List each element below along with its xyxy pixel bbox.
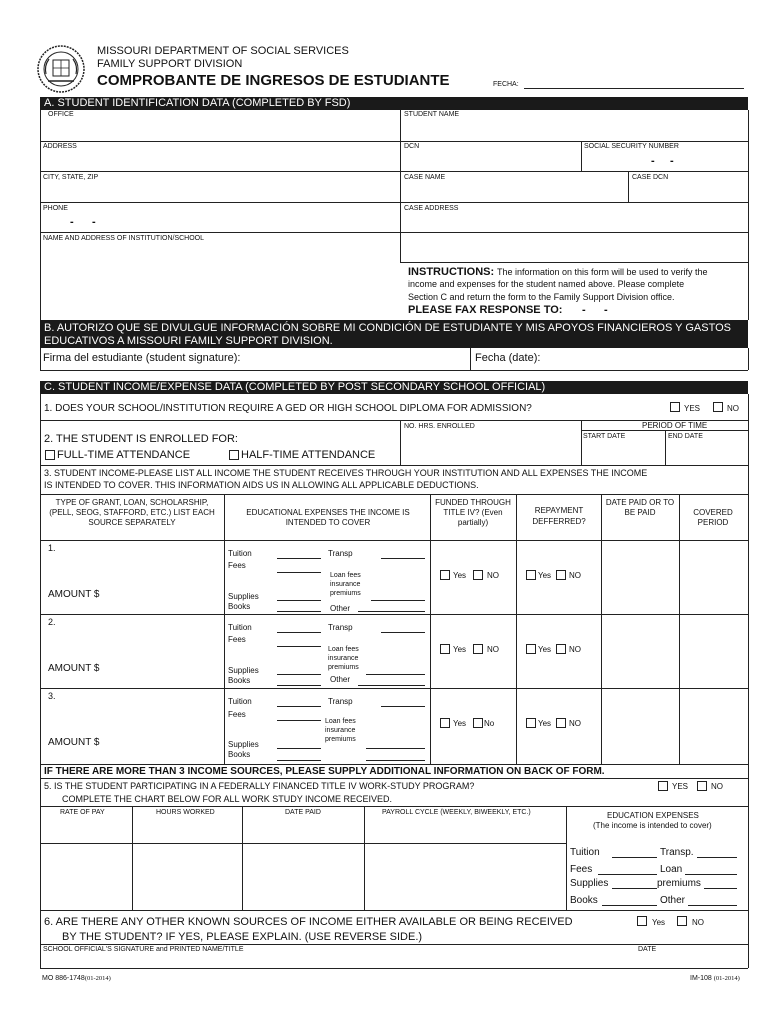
ws-premiums-field[interactable] — [704, 888, 737, 889]
instructions-line-3: Section C and return the form to the Family Support Division office. — [408, 292, 675, 302]
row-1-transp-field[interactable] — [381, 558, 425, 559]
q5-yes-checkbox[interactable] — [658, 781, 668, 791]
q5-line-1: 5. IS THE STUDENT PARTICIPATING IN A FEDERALLY FINANCED TITLE IV WORK-STUDY PROGRAM? — [44, 781, 475, 791]
ws-loan-label: Loan — [660, 864, 683, 875]
row-3-supplies-field[interactable] — [277, 748, 321, 749]
ws-books-field[interactable] — [602, 905, 657, 906]
form-number-right-code: IM-108 — [690, 975, 712, 982]
row-3-transp-field[interactable] — [381, 706, 425, 707]
case-name-label: CASE NAME — [404, 174, 446, 181]
office-label: OFFICE — [48, 111, 74, 118]
ws-books-label: Books — [570, 895, 598, 906]
institution-field[interactable] — [41, 243, 399, 319]
start-date-field[interactable] — [582, 441, 664, 464]
q5-no-label: NO — [711, 782, 723, 791]
row-1-fees-field[interactable] — [277, 572, 321, 573]
row-1-date-paid-field[interactable] — [602, 541, 678, 613]
row-3-fees-field[interactable] — [277, 720, 321, 721]
row-2-covered-field[interactable] — [680, 615, 747, 687]
form-title: COMPROBANTE DE INGRESOS DE ESTUDIANTE — [97, 72, 450, 89]
q6-no-checkbox[interactable] — [677, 916, 687, 926]
row-2-fees-field[interactable] — [277, 646, 321, 647]
row-1-funded-yes: Yes — [453, 571, 467, 580]
row-3-amount: AMOUNT $ — [48, 737, 100, 748]
section-a-heading: A. STUDENT IDENTIFICATION DATA (COMPLETED BY FSD) — [40, 97, 748, 110]
row-2-repay-no: NO — [569, 645, 581, 654]
col-repay-header: REPAYMENT DEFFERRED? — [532, 506, 586, 526]
q1-no-checkbox[interactable] — [713, 402, 723, 412]
case-address-label: CASE ADDRESS — [404, 205, 459, 212]
full-time-label: FULL-TIME ATTENDANCE — [57, 449, 191, 461]
row-2-repay-yes: Yes — [538, 645, 552, 654]
fax-field[interactable]: - - — [582, 304, 608, 316]
phone-label: PHONE — [43, 205, 68, 212]
row-3-date-paid-field[interactable] — [602, 689, 678, 763]
row-2-tuition-field[interactable] — [277, 632, 321, 633]
section-b-line-2: EDUCATIVOS A MISSOURI FAMILY SUPPORT DIVISION. — [44, 335, 333, 347]
row-2-source-field[interactable] — [48, 630, 218, 656]
row-3-tuition: Tuition — [228, 697, 252, 706]
ws-tuition-field[interactable] — [612, 857, 657, 858]
col-expenses-header: EDUCATIONAL EXPENSES THE INCOME IS INTENDED TO COVER — [246, 508, 410, 527]
end-date-label: END DATE — [668, 433, 703, 440]
state-seal-icon — [36, 44, 86, 94]
form-number-right — [690, 975, 740, 983]
row-2-books-field[interactable] — [277, 685, 321, 686]
row-2-funded-yes: Yes — [453, 645, 467, 654]
q1-text: 1. DOES YOUR SCHOOL/INSTITUTION REQUIRE A GED OR HIGH SCHOOL DIPLOMA FOR ADMISSION? — [44, 403, 532, 414]
row-2-books: Books — [228, 676, 251, 685]
col-date-paid-header: DATE PAID OR TO BE PAID — [605, 498, 675, 517]
city-field[interactable] — [41, 182, 399, 201]
dcn-label: DCN — [404, 143, 420, 150]
q1-no-label: NO — [727, 404, 739, 413]
row-1-covered-field[interactable] — [680, 541, 747, 613]
row-2-funded-no-checkbox[interactable] — [473, 644, 483, 654]
row-3-funded-yes-checkbox[interactable] — [440, 718, 450, 728]
row-1-loan-field[interactable] — [371, 600, 425, 601]
row-1-amount: AMOUNT $ — [48, 589, 100, 600]
row-3-repay-no: NO — [569, 719, 581, 728]
row-2-supplies-field[interactable] — [277, 674, 321, 675]
row-3-extra-field[interactable] — [366, 760, 425, 761]
dcn-field[interactable] — [401, 151, 580, 170]
fecha-field[interactable] — [524, 88, 744, 89]
signature-date-label: Fecha (date): — [475, 352, 541, 364]
end-date-field[interactable] — [666, 441, 747, 464]
row-2-amount: AMOUNT $ — [48, 663, 100, 674]
instructions-label: INSTRUCTIONS: — [408, 266, 495, 278]
col-covered-header: COVERED PERIOD — [693, 508, 733, 527]
ws-supplies-field[interactable] — [612, 888, 657, 889]
form-number-left-code: MO 886-1748 — [42, 975, 85, 982]
row-2-num: 2. — [48, 617, 56, 627]
q1-yes-label: YES — [684, 404, 701, 413]
row-3-num: 3. — [48, 691, 56, 701]
ws-cycle-header: PAYROLL CYCLE (WEEKLY, BIWEEKLY, ETC.) — [382, 809, 531, 816]
ws-transp-label: Transp. — [660, 847, 694, 858]
ws-other-field[interactable] — [688, 905, 737, 906]
row-2-repay-no-checkbox[interactable] — [556, 644, 566, 654]
full-time-checkbox[interactable] — [45, 450, 55, 460]
phone-field[interactable]: - - — [70, 216, 96, 228]
period-label: PERIOD OF TIME — [642, 421, 708, 430]
row-2-prem: premiums — [328, 664, 359, 671]
row-2-other-field[interactable] — [358, 685, 425, 686]
office-field[interactable] — [41, 119, 399, 140]
form-number-right-rev: (01-2014) — [713, 975, 740, 982]
ws-edu-header-2: (The income is intended to cover) — [593, 821, 712, 830]
row-3-covered-field[interactable] — [680, 689, 747, 763]
fax-label: PLEASE FAX RESPONSE TO: — [408, 304, 563, 316]
row-2-funded-no: NO — [487, 645, 499, 654]
student-name-label: STUDENT NAME — [404, 111, 460, 118]
signature-date-field[interactable] — [545, 349, 747, 369]
start-date-label: START DATE — [583, 433, 626, 440]
row-3-ins: insurance — [325, 727, 356, 734]
q1-yes-checkbox[interactable] — [670, 402, 680, 412]
section-b-line-1: B. AUTORIZO QUE SE DIVULGUE INFORMACIÓN SOBRE MI CONDICIÓN DE ESTUDIANTE Y MIS APOYOS FINANCIEROS Y GASTOS — [44, 322, 732, 334]
row-3-funded-no-checkbox[interactable] — [473, 718, 483, 728]
row-1-loan: Loan fees — [330, 572, 361, 579]
row-1-other-field[interactable] — [358, 611, 425, 612]
row-2-date-paid-field[interactable] — [602, 615, 678, 687]
hours-enrolled-field[interactable] — [401, 432, 580, 464]
row-2-funded-yes-checkbox[interactable] — [440, 644, 450, 654]
ws-rate-field[interactable] — [41, 844, 131, 909]
signature-field[interactable] — [250, 349, 468, 369]
row-3-source-field[interactable] — [48, 704, 218, 730]
row-3-repay-yes: Yes — [538, 719, 552, 728]
row-2-transp: Transp — [328, 623, 353, 632]
ws-date-field[interactable] — [243, 844, 363, 909]
case-dcn-label: CASE DCN — [632, 174, 669, 181]
city-label: CITY, STATE, ZIP — [43, 174, 99, 181]
official-signature-field[interactable] — [41, 954, 621, 967]
row-1-supplies-field[interactable] — [277, 600, 321, 601]
instructions-text — [408, 267, 708, 278]
section-c-heading: C. STUDENT INCOME/EXPENSE DATA (COMPLETED BY POST SECONDARY SCHOOL OFFICIAL) — [40, 381, 748, 394]
row-3-loan: Loan fees — [325, 718, 356, 725]
ssn-field[interactable]: - - — [651, 155, 674, 167]
q5-line-2: COMPLETE THE CHART BELOW FOR ALL WORK STUDY INCOME RECEIVED. — [62, 794, 393, 804]
row-3-tuition-field[interactable] — [277, 706, 321, 707]
row-3-books-field[interactable] — [277, 760, 321, 761]
row-3-fees: Fees — [228, 710, 246, 719]
fecha-label: FECHA: — [493, 81, 519, 88]
ws-fees-field[interactable] — [598, 874, 657, 875]
official-date-field[interactable] — [636, 954, 747, 967]
q6-line-1: 6. ARE THERE ANY OTHER KNOWN SOURCES OF INCOME EITHER AVAILABLE OR BEING RECEIVED — [44, 916, 573, 928]
row-1-repay-no-checkbox[interactable] — [556, 570, 566, 580]
case-name-field[interactable] — [401, 182, 627, 201]
row-1-books-field[interactable] — [277, 611, 321, 612]
case-dcn-field[interactable] — [629, 182, 747, 201]
row-3-funded-yes: Yes — [453, 719, 467, 728]
ws-rate-header: RATE OF PAY — [60, 809, 105, 816]
half-time-checkbox[interactable] — [229, 450, 239, 460]
row-1-funded-yes-checkbox[interactable] — [440, 570, 450, 580]
q3-line-1: 3. STUDENT INCOME-PLEASE LIST ALL INCOME THE STUDENT RECEIVES THROUGH YOUR INSTITUTION AND ALL EXPENSES THE INCOME — [44, 468, 648, 478]
row-3-transp: Transp — [328, 697, 353, 706]
more-sources-note: IF THERE ARE MORE THAN 3 INCOME SOURCES, PLEASE SUPPLY ADDITIONAL INFORMATION ON BACK OF FORM. — [44, 766, 605, 777]
row-3-books: Books — [228, 750, 251, 759]
ws-date-header: DATE PAID — [285, 809, 321, 816]
ssn-label: SOCIAL SECURITY NUMBER — [584, 143, 679, 150]
dept-name: MISSOURI DEPARTMENT OF SOCIAL SERVICES — [97, 45, 349, 57]
q6-line-2: BY THE STUDENT? IF YES, PLEASE EXPLAIN. (USE REVERSE SIDE.) — [62, 931, 423, 943]
ws-other-label: Other — [660, 895, 686, 906]
row-3-prem: premiums — [325, 736, 356, 743]
row-1-supplies: Supplies — [228, 592, 259, 601]
ws-supplies-label: Supplies — [570, 878, 609, 889]
row-2-amount-field[interactable] — [100, 660, 220, 676]
student-name-field[interactable] — [401, 119, 747, 140]
col-type-header: TYPE OF GRANT, LOAN, SCHOLARSHIP, (PELL, SEOG, STAFFORD, ETC.) LIST EACH SOURCE SEPARATELY — [49, 498, 215, 527]
ws-transp-field[interactable] — [697, 857, 737, 858]
row-1-transp: Transp — [328, 549, 353, 558]
q6-yes-label: Yes — [652, 918, 666, 927]
ws-hours-header: HOURS WORKED — [156, 809, 215, 816]
official-signature-label: SCHOOL OFFICIAL'S SIGNATURE and PRINTED NAME/TITLE — [43, 946, 244, 953]
row-1-books: Books — [228, 602, 251, 611]
row-3-funded-no: No — [484, 719, 495, 728]
row-1-funded-no-checkbox[interactable] — [473, 570, 483, 580]
row-1-fees: Fees — [228, 561, 246, 570]
row-3-supplies: Supplies — [228, 740, 259, 749]
row-2-other: Other — [330, 675, 351, 684]
form-number-left-rev: (01-2014) — [84, 975, 111, 982]
ws-fees-label: Fees — [570, 864, 593, 875]
case-address-field[interactable] — [401, 213, 747, 231]
ws-cycle-field[interactable] — [365, 844, 565, 909]
instructions-line-2: income and expenses for the student named above. Please complete — [408, 279, 685, 289]
row-3-amount-field[interactable] — [100, 734, 220, 750]
row-3-loan-field[interactable] — [366, 748, 425, 749]
row-2-loan: Loan fees — [328, 646, 359, 653]
row-2-transp-field[interactable] — [381, 632, 425, 633]
row-1-prem: premiums — [330, 590, 361, 597]
row-3-repay-no-checkbox[interactable] — [556, 718, 566, 728]
row-2-repay-yes-checkbox[interactable] — [526, 644, 536, 654]
address-label: ADDRESS — [43, 143, 77, 150]
instructions-line-1: The information on this form will be used to verify the — [496, 267, 708, 277]
ws-premiums-label: premiums — [657, 878, 701, 889]
official-date-label: DATE — [638, 946, 657, 953]
row-1-source-field[interactable] — [48, 556, 218, 582]
row-2-fees: Fees — [228, 635, 246, 644]
row-1-repay-yes-checkbox[interactable] — [526, 570, 536, 580]
half-time-label: HALF-TIME ATTENDANCE — [241, 449, 376, 461]
q5-no-checkbox[interactable] — [697, 781, 707, 791]
division-name: FAMILY SUPPORT DIVISION — [97, 58, 243, 70]
q5-yes-label: YES — [672, 782, 689, 791]
row-1-other: Other — [330, 604, 351, 613]
row-1-repay-yes: Yes — [538, 571, 552, 580]
row-2-supplies: Supplies — [228, 666, 259, 675]
row-1-funded-no: NO — [487, 571, 499, 580]
row-2-loan-field[interactable] — [366, 674, 425, 675]
institution-extra-field[interactable] — [401, 233, 747, 261]
q3-line-2: IS INTENDED TO COVER. THIS INFORMATION AIDS US IN ALLOWING ALL APPLICABLE DEDUCTIONS. — [44, 480, 479, 490]
row-1-amount-field[interactable] — [100, 586, 220, 602]
q2-text: 2. THE STUDENT IS ENROLLED FOR: — [44, 433, 238, 445]
section-b-heading — [40, 320, 748, 348]
row-3-repay-yes-checkbox[interactable] — [526, 718, 536, 728]
row-1-tuition: Tuition — [228, 549, 252, 558]
col-funded-header: FUNDED THROUGH TITLE IV? (Even partially) — [435, 498, 511, 527]
ws-loan-field[interactable] — [685, 874, 737, 875]
ws-hours-field[interactable] — [133, 844, 241, 909]
row-1-repay-no: NO — [569, 571, 581, 580]
row-1-ins: insurance — [330, 581, 361, 588]
q6-no-label: NO — [692, 918, 704, 927]
signature-label: Firma del estudiante (student signature): — [43, 352, 241, 364]
row-1-tuition-field[interactable] — [277, 558, 321, 559]
q6-yes-checkbox[interactable] — [637, 916, 647, 926]
row-1-num: 1. — [48, 543, 56, 553]
row-2-ins: insurance — [328, 655, 359, 662]
ws-edu-header-1: EDUCATION EXPENSES — [607, 811, 699, 820]
form-number-left — [42, 975, 111, 983]
hours-enrolled-label: NO. HRS. ENROLLED — [404, 423, 475, 430]
institution-label: NAME AND ADDRESS OF INSTITUTION/SCHOOL — [43, 235, 205, 242]
row-2-tuition: Tuition — [228, 623, 252, 632]
address-field[interactable] — [41, 151, 399, 170]
ws-tuition-label: Tuition — [570, 847, 600, 858]
